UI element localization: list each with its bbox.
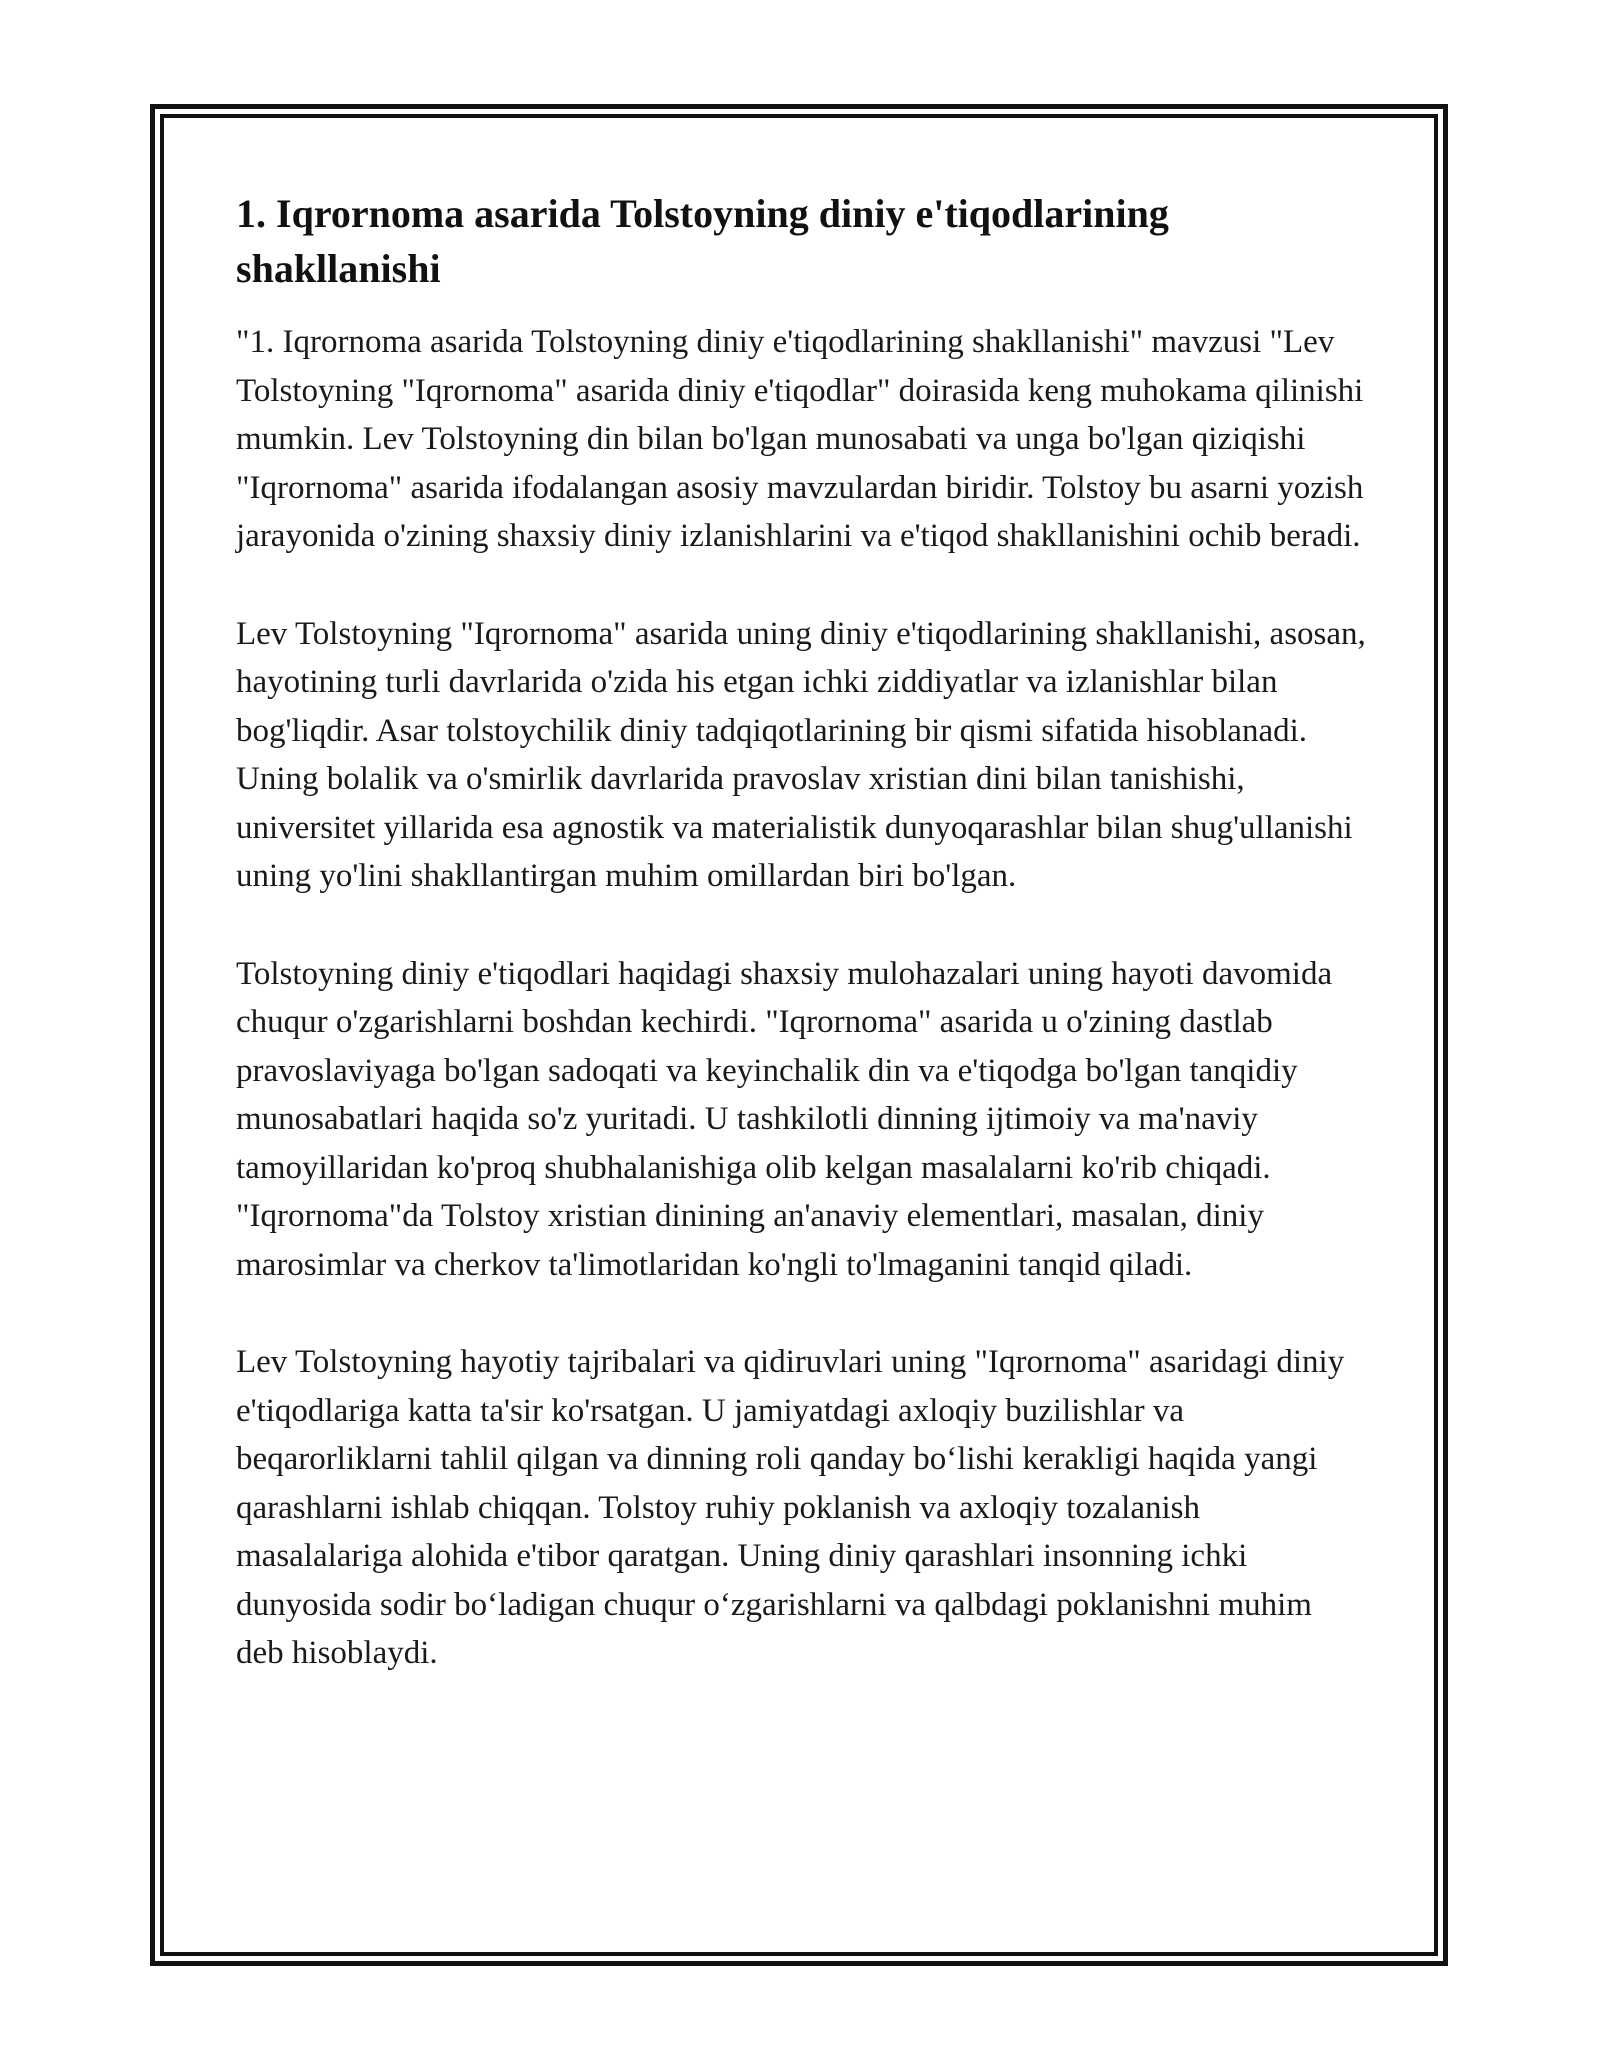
section-heading: 1. Iqrornoma asarida Tolstoyning diniy e'tiqodlarining shakllanishi: [236, 191, 1169, 291]
paragraph-2: Lev Tolstoyning "Iqrornoma" asarida uning diniy e'tiqodlarining shakllanishi, asosan, hayotining turli davrlarida o'zida his etgan ichki ziddiyatlar va izlanishlar bilan bog'liqdir. Asar tolstoychilik diniy tadqiqotlarining bir qismi sifatida hisoblanadi. Uning bolalik va o'smirlik davrlarida pravoslav xristian dini bilan tanishishi, universitet yillarida esa agnostik va materialistik dunyoqarashlar bilan shug'ullanishi uning yo'lini shakllantirgan muhim omillardan biri bo'lgan.: [236, 615, 1366, 894]
paragraph-3: Tolstoyning diniy e'tiqodlari haqidagi shaxsiy mulohazalari uning hayoti davomida chuqur o'zgarishlarni boshdan kechirdi. "Iqrornoma" asarida u o'zining dastlab pravoslaviyaga bo'lgan sadoqati va keyinchalik din va e'tiqodga bo'lgan tanqidiy munosabatlari haqida so'z yuritadi. U tashkilotli dinning ijtimoiy va ma'naviy tamoyillaridan ko'proq shubhalanishiga olib kelgan masalalarni ko'rib chiqadi. "Iqrornoma"da Tolstoy xristian dinining an'anaviy elementlari, masalan, diniy marosimlar va cherkov ta'limotlaridan ko'ngli to'lmaganini tanqid qiladi.: [236, 955, 1333, 1283]
document-body: [236, 186, 1366, 1727]
paragraph-1: "1. Iqrornoma asarida Tolstoyning diniy e'tiqodlarining shakllanishi" mavzusi "Lev Tolstoyning "Iqrornoma" asarida diniy e'tiqodlar" doirasida keng muhokama qilinishi mumkin. Lev Tolstoyning din bilan bo'lgan munosabati va unga bo'lgan qiziqishi "Iqrornoma" asarida ifodalangan asosiy mavzulardan biridir. Tolstoy bu asarni yozish jarayonida o'zining shaxsiy diniy izlanishlarini va e'tiqod shakllanishini ochib beradi.: [236, 324, 1364, 554]
paragraph-4: Lev Tolstoyning hayotiy tajribalari va qidiruvlari uning "Iqrornoma" asaridagi diniy e'tiqodlariga katta ta'sir ko'rsatgan. U jamiyatdagi axloqiy buzilishlar va beqarorliklarni tahlil qilgan va dinning roli qanday bo‘lishi kerakligi haqida yangi qarashlarni ishlab chiqqan. Tolstoy ruhiy poklanish va axloqiy tozalanish masalalariga alohida e'tibor qaratgan. Uning diniy qarashlari insonning ichki dunyosida sodir bo‘ladigan chuqur o‘zgarishlarni va qalbdagi poklanishni muhim deb hisoblaydi.: [236, 1344, 1345, 1671]
